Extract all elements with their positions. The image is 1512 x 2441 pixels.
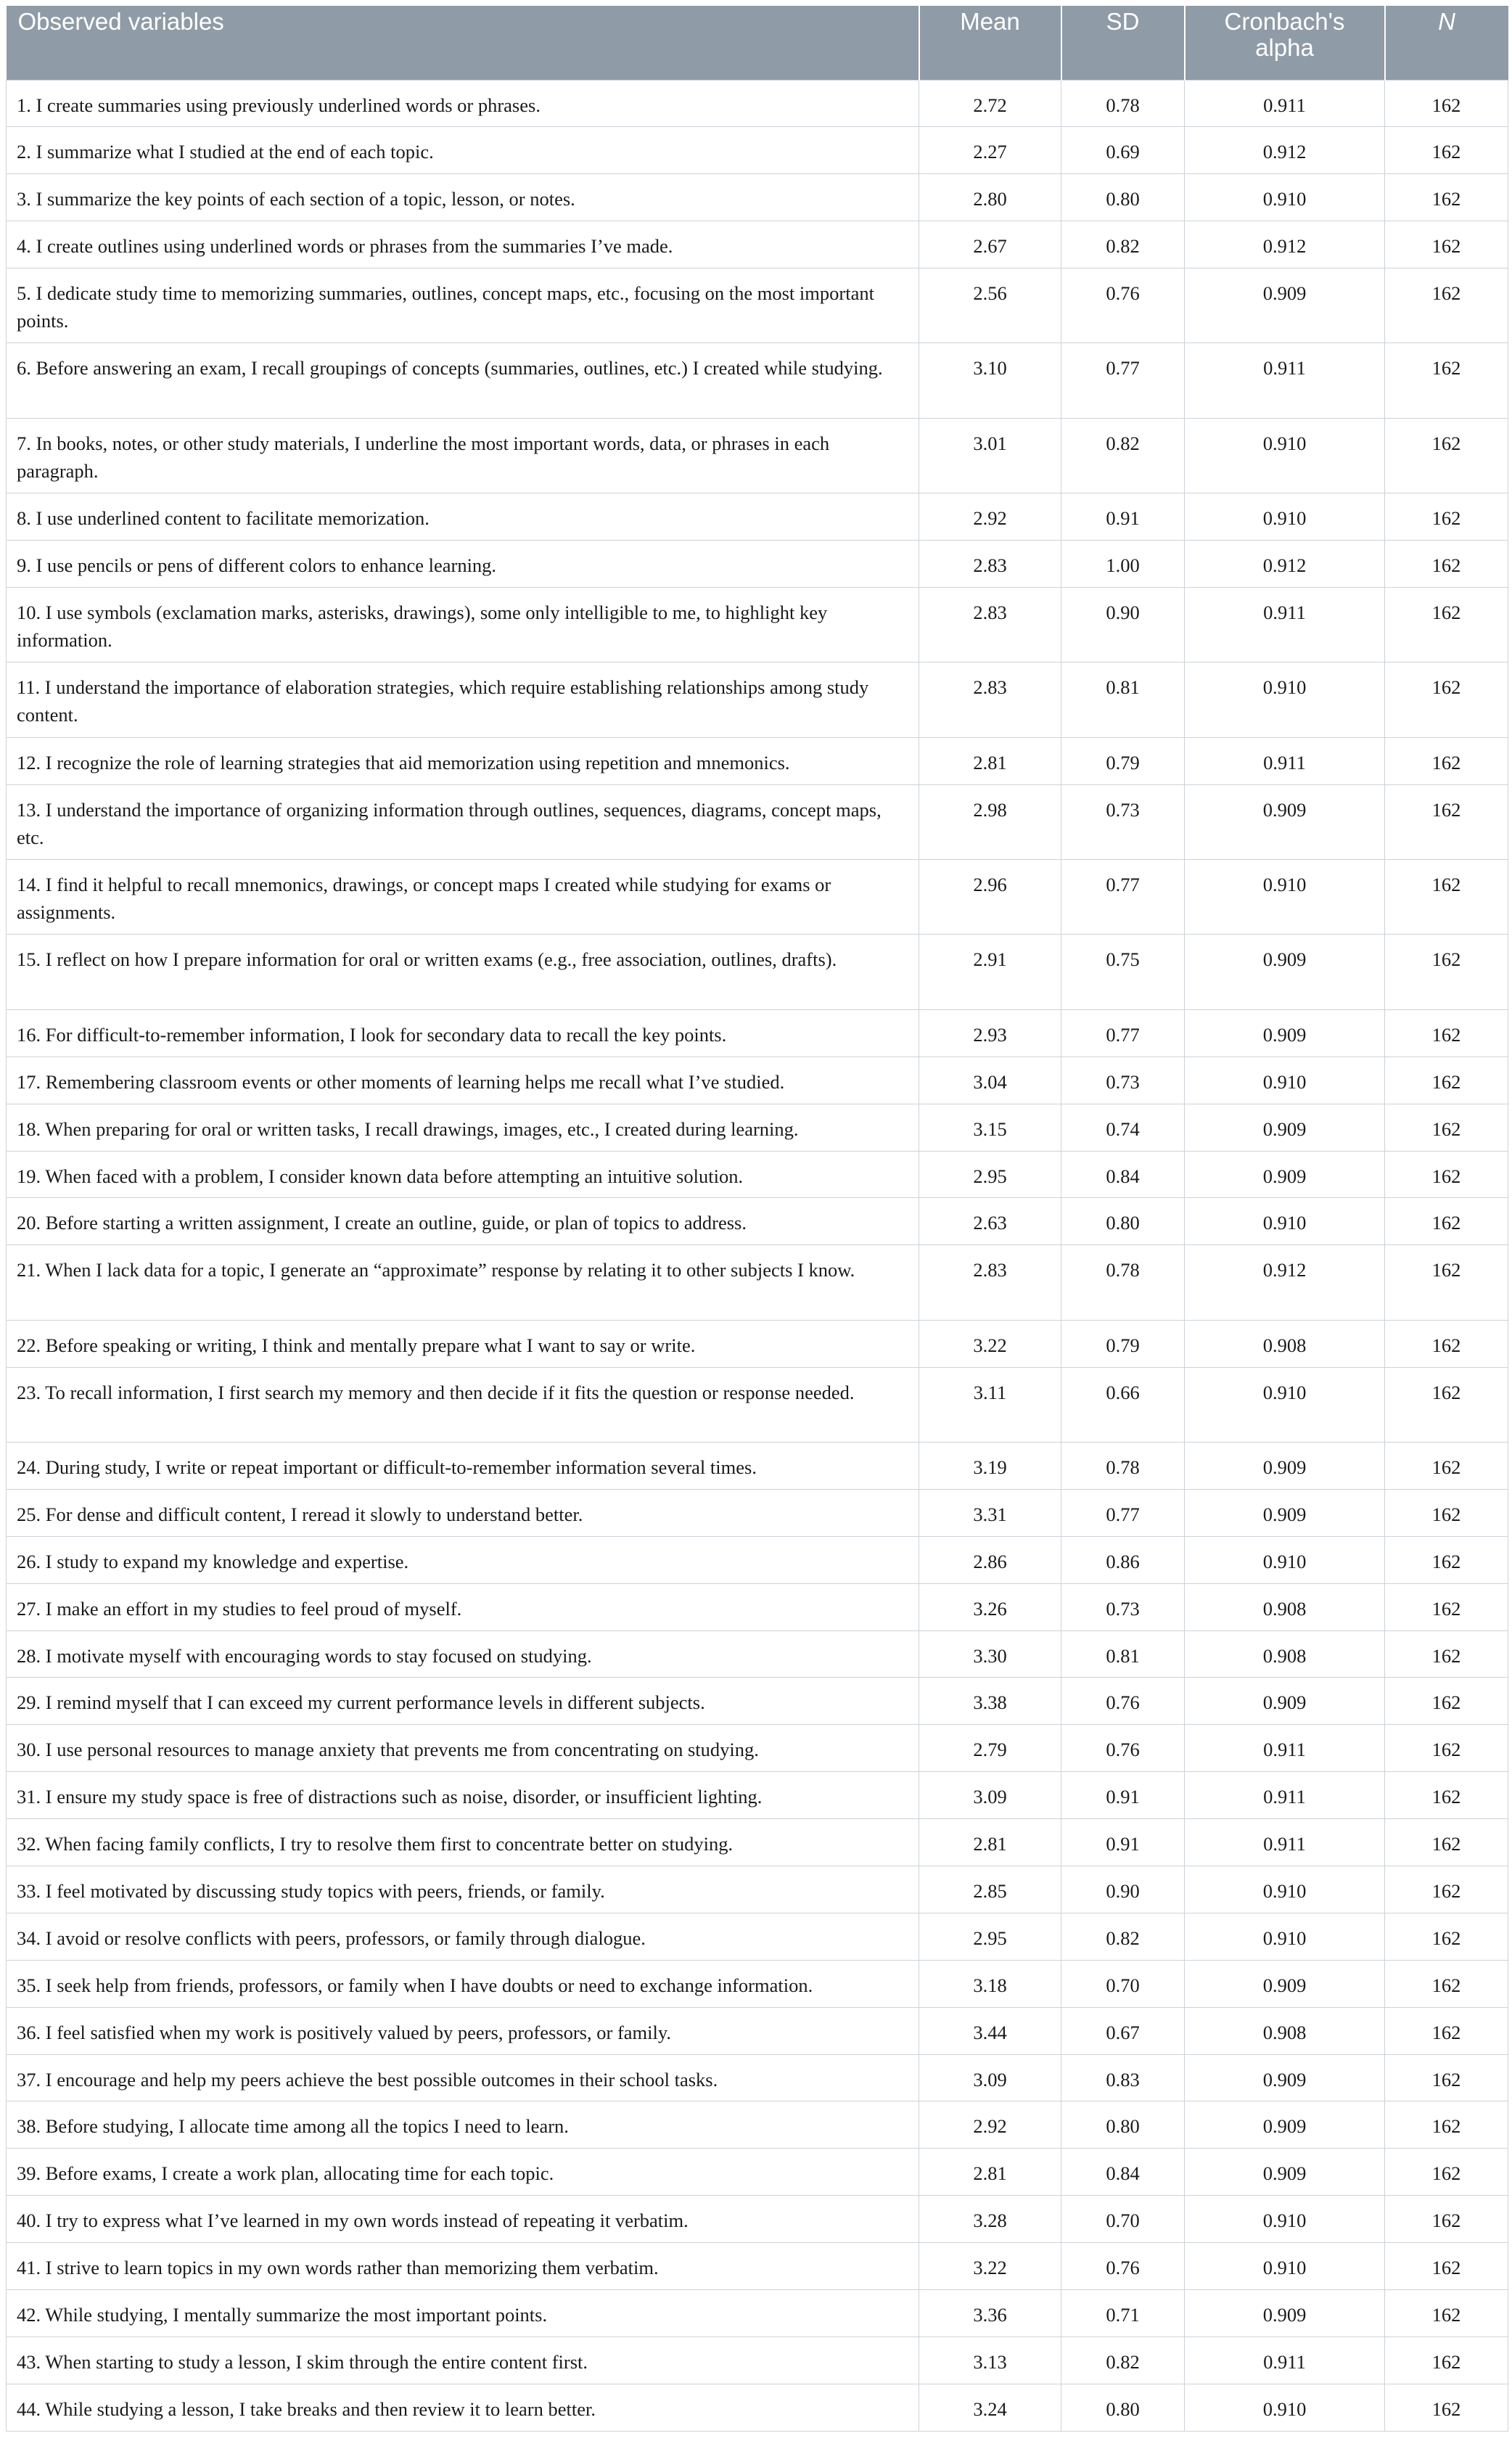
table-row [7, 784, 1508, 859]
mean-cell: 2.86 [919, 1536, 1061, 1583]
alpha-cell: 0.909 [1185, 1009, 1385, 1057]
table-row [7, 1536, 1508, 1583]
mean-cell: 2.98 [919, 784, 1061, 859]
variable-cell: 2. I summarize what I studied at the end of each topic. [7, 127, 919, 174]
alpha-cell: 0.910 [1185, 418, 1385, 493]
n-cell: 162 [1385, 1866, 1508, 1913]
variable-cell: 43. When starting to study a lesson, I skim through the entire content first. [7, 2337, 919, 2384]
mean-cell: 3.28 [919, 2196, 1061, 2243]
alpha-cell: 0.911 [1185, 80, 1385, 127]
n-cell: 162 [1385, 1367, 1508, 1442]
table-row [7, 1104, 1508, 1151]
variable-cell: 6. Before answering an exam, I recall groupings of concepts (summaries, outlines, etc.) I created while studying. [7, 343, 919, 418]
sd-cell: 0.82 [1061, 418, 1185, 493]
variable-cell: 40. I try to express what I’ve learned in my own words instead of repeating it verbatim. [7, 2196, 919, 2243]
alpha-cell: 0.909 [1185, 1678, 1385, 1725]
mean-cell: 3.38 [919, 1678, 1061, 1725]
mean-cell: 2.92 [919, 493, 1061, 541]
sd-cell: 0.82 [1061, 2337, 1185, 2384]
mean-cell: 3.01 [919, 418, 1061, 493]
mean-cell: 3.24 [919, 2384, 1061, 2431]
table-row [7, 2007, 1508, 2054]
table-row [7, 1583, 1508, 1630]
mean-cell: 2.83 [919, 541, 1061, 588]
table-row [7, 127, 1508, 174]
table-row [7, 1489, 1508, 1536]
sd-cell: 0.73 [1061, 784, 1185, 859]
sd-cell: 0.75 [1061, 935, 1185, 1009]
alpha-cell: 0.910 [1185, 1057, 1385, 1104]
n-cell: 162 [1385, 1245, 1508, 1320]
n-cell: 162 [1385, 2384, 1508, 2431]
sd-cell: 0.78 [1061, 1442, 1185, 1489]
table-row [7, 1772, 1508, 1819]
table-row [7, 1866, 1508, 1913]
statistics-table [6, 6, 1508, 2432]
sd-cell: 0.76 [1061, 1678, 1185, 1725]
alpha-cell: 0.910 [1185, 1913, 1385, 1960]
table-row [7, 2384, 1508, 2431]
mean-cell: 2.72 [919, 80, 1061, 127]
n-cell: 162 [1385, 1057, 1508, 1104]
variable-cell: 14. I find it helpful to recall mnemonics, drawings, or concept maps I created while studying for exams or assignments. [7, 860, 919, 935]
n-cell: 162 [1385, 662, 1508, 737]
alpha-cell: 0.909 [1185, 1151, 1385, 1198]
table-row [7, 1320, 1508, 1367]
alpha-cell: 0.912 [1185, 221, 1385, 268]
mean-cell: 3.30 [919, 1630, 1061, 1678]
n-cell: 162 [1385, 1678, 1508, 1725]
sd-cell: 0.82 [1061, 1913, 1185, 1960]
sd-cell: 0.80 [1061, 2101, 1185, 2149]
variable-cell: 9. I use pencils or pens of different colors to enhance learning. [7, 541, 919, 588]
alpha-cell: 0.910 [1185, 2243, 1385, 2290]
variable-cell: 18. When preparing for oral or written tasks, I recall drawings, images, etc., I created during learning. [7, 1104, 919, 1151]
mean-cell: 2.79 [919, 1725, 1061, 1772]
sd-cell: 0.77 [1061, 343, 1185, 418]
alpha-cell: 0.909 [1185, 935, 1385, 1009]
variable-cell: 7. In books, notes, or other study materials, I underline the most important words, data, or phrases in each paragraph. [7, 418, 919, 493]
variable-cell: 24. During study, I write or repeat important or difficult-to-remember information several times. [7, 1442, 919, 1489]
alpha-cell: 0.908 [1185, 2007, 1385, 2054]
mean-cell: 2.91 [919, 935, 1061, 1009]
table-row [7, 1442, 1508, 1489]
variable-cell: 27. I make an effort in my studies to feel proud of myself. [7, 1583, 919, 1630]
n-cell: 162 [1385, 2243, 1508, 2290]
variable-cell: 21. When I lack data for a topic, I generate an “approximate” response by relating it to other subjects I know. [7, 1245, 919, 1320]
sd-cell: 0.91 [1061, 493, 1185, 541]
alpha-cell: 0.909 [1185, 268, 1385, 343]
n-cell: 162 [1385, 2149, 1508, 2196]
header-sd: SD [1061, 6, 1185, 80]
variable-cell: 20. Before starting a written assignment, I create an outline, guide, or plan of topics to address. [7, 1198, 919, 1245]
mean-cell: 3.11 [919, 1367, 1061, 1442]
variable-cell: 29. I remind myself that I can exceed my current performance levels in different subjects. [7, 1678, 919, 1725]
alpha-cell: 0.911 [1185, 737, 1385, 784]
n-cell: 162 [1385, 127, 1508, 174]
variable-cell: 31. I ensure my study space is free of distractions such as noise, disorder, or insufficient lighting. [7, 1772, 919, 1819]
n-cell: 162 [1385, 2054, 1508, 2101]
table-header [7, 6, 1508, 80]
header-row [7, 6, 1508, 80]
table-row [7, 1245, 1508, 1320]
n-cell: 162 [1385, 1489, 1508, 1536]
table-row [7, 1960, 1508, 2007]
alpha-cell: 0.910 [1185, 662, 1385, 737]
variable-cell: 4. I create outlines using underlined words or phrases from the summaries I’ve made. [7, 221, 919, 268]
variable-cell: 44. While studying a lesson, I take breaks and then review it to learn better. [7, 2384, 919, 2431]
variable-cell: 22. Before speaking or writing, I think and mentally prepare what I want to say or write. [7, 1320, 919, 1367]
mean-cell: 3.22 [919, 1320, 1061, 1367]
sd-cell: 0.77 [1061, 1489, 1185, 1536]
variable-cell: 38. Before studying, I allocate time among all the topics I need to learn. [7, 2101, 919, 2149]
alpha-cell: 0.911 [1185, 1772, 1385, 1819]
n-cell: 162 [1385, 1104, 1508, 1151]
sd-cell: 0.69 [1061, 127, 1185, 174]
sd-cell: 0.70 [1061, 1960, 1185, 2007]
n-cell: 162 [1385, 2337, 1508, 2384]
table-row [7, 418, 1508, 493]
alpha-cell: 0.910 [1185, 174, 1385, 221]
mean-cell: 2.93 [919, 1009, 1061, 1057]
n-cell: 162 [1385, 221, 1508, 268]
table-row [7, 2101, 1508, 2149]
variable-cell: 30. I use personal resources to manage anxiety that prevents me from concentrating on studying. [7, 1725, 919, 1772]
table-row [7, 1198, 1508, 1245]
sd-cell: 0.82 [1061, 221, 1185, 268]
table-row [7, 935, 1508, 1009]
alpha-cell: 0.910 [1185, 1198, 1385, 1245]
variable-cell: 1. I create summaries using previously underlined words or phrases. [7, 80, 919, 127]
variable-cell: 11. I understand the importance of elaboration strategies, which require establishing relationships among study content. [7, 662, 919, 737]
n-cell: 162 [1385, 1198, 1508, 1245]
sd-cell: 0.90 [1061, 1866, 1185, 1913]
mean-cell: 3.22 [919, 2243, 1061, 2290]
n-cell: 162 [1385, 860, 1508, 935]
sd-cell: 0.81 [1061, 662, 1185, 737]
alpha-cell: 0.910 [1185, 1536, 1385, 1583]
n-cell: 162 [1385, 2196, 1508, 2243]
alpha-cell: 0.910 [1185, 860, 1385, 935]
mean-cell: 3.26 [919, 1583, 1061, 1630]
n-cell: 162 [1385, 1536, 1508, 1583]
n-cell: 162 [1385, 80, 1508, 127]
table-row [7, 860, 1508, 935]
alpha-cell: 0.911 [1185, 2337, 1385, 2384]
alpha-cell: 0.910 [1185, 2196, 1385, 2243]
mean-cell: 3.31 [919, 1489, 1061, 1536]
mean-cell: 3.10 [919, 343, 1061, 418]
header-n: N [1385, 6, 1508, 80]
sd-cell: 0.83 [1061, 2054, 1185, 2101]
mean-cell: 3.15 [919, 1104, 1061, 1151]
mean-cell: 2.56 [919, 268, 1061, 343]
mean-cell: 2.81 [919, 2149, 1061, 2196]
sd-cell: 0.73 [1061, 1057, 1185, 1104]
mean-cell: 3.18 [919, 1960, 1061, 2007]
table-row [7, 1725, 1508, 1772]
n-cell: 162 [1385, 493, 1508, 541]
alpha-cell: 0.908 [1185, 1630, 1385, 1678]
n-cell: 162 [1385, 343, 1508, 418]
sd-cell: 0.80 [1061, 174, 1185, 221]
table-row [7, 343, 1508, 418]
n-cell: 162 [1385, 1320, 1508, 1367]
alpha-cell: 0.910 [1185, 1866, 1385, 1913]
sd-cell: 0.78 [1061, 80, 1185, 127]
table-row [7, 1630, 1508, 1678]
alpha-cell: 0.911 [1185, 343, 1385, 418]
variable-cell: 10. I use symbols (exclamation marks, asterisks, drawings), some only intelligible to me, to highlight key information. [7, 588, 919, 662]
table-row [7, 268, 1508, 343]
alpha-cell: 0.910 [1185, 1367, 1385, 1442]
mean-cell: 2.67 [919, 221, 1061, 268]
mean-cell: 2.27 [919, 127, 1061, 174]
sd-cell: 0.76 [1061, 1725, 1185, 1772]
table-row [7, 1057, 1508, 1104]
variable-cell: 12. I recognize the role of learning strategies that aid memorization using repetition and mnemonics. [7, 737, 919, 784]
alpha-cell: 0.908 [1185, 1583, 1385, 1630]
variable-cell: 37. I encourage and help my peers achieve the best possible outcomes in their school tasks. [7, 2054, 919, 2101]
n-cell: 162 [1385, 2290, 1508, 2337]
table-row [7, 2149, 1508, 2196]
header-observed-variables: Observed variables [7, 6, 919, 80]
sd-cell: 0.79 [1061, 1320, 1185, 1367]
n-cell: 162 [1385, 174, 1508, 221]
variable-cell: 23. To recall information, I first search my memory and then decide if it fits the question or response needed. [7, 1367, 919, 1442]
alpha-cell: 0.909 [1185, 784, 1385, 859]
sd-cell: 0.84 [1061, 2149, 1185, 2196]
alpha-cell: 0.912 [1185, 127, 1385, 174]
sd-cell: 0.76 [1061, 268, 1185, 343]
alpha-cell: 0.910 [1185, 493, 1385, 541]
alpha-cell: 0.908 [1185, 1320, 1385, 1367]
sd-cell: 0.74 [1061, 1104, 1185, 1151]
variable-cell: 8. I use underlined content to facilitate memorization. [7, 493, 919, 541]
n-cell: 162 [1385, 1819, 1508, 1866]
sd-cell: 0.80 [1061, 2384, 1185, 2431]
table-row [7, 1678, 1508, 1725]
n-cell: 162 [1385, 588, 1508, 662]
alpha-cell: 0.909 [1185, 2101, 1385, 2149]
variable-cell: 36. I feel satisfied when my work is positively valued by peers, professors, or family. [7, 2007, 919, 2054]
variable-cell: 5. I dedicate study time to memorizing summaries, outlines, concept maps, etc., focusing on the most important points. [7, 268, 919, 343]
header-mean: Mean [919, 6, 1061, 80]
mean-cell: 3.44 [919, 2007, 1061, 2054]
table-row [7, 662, 1508, 737]
variable-cell: 16. For difficult-to-remember information, I look for secondary data to recall the key points. [7, 1009, 919, 1057]
mean-cell: 2.83 [919, 588, 1061, 662]
sd-cell: 0.91 [1061, 1772, 1185, 1819]
n-cell: 162 [1385, 1772, 1508, 1819]
table-row [7, 588, 1508, 662]
sd-cell: 0.67 [1061, 2007, 1185, 2054]
table-row [7, 1151, 1508, 1198]
table-row [7, 1819, 1508, 1866]
alpha-cell: 0.909 [1185, 1960, 1385, 2007]
sd-cell: 0.90 [1061, 588, 1185, 662]
n-cell: 162 [1385, 784, 1508, 859]
mean-cell: 2.63 [919, 1198, 1061, 1245]
mean-cell: 2.95 [919, 1151, 1061, 1198]
mean-cell: 3.09 [919, 1772, 1061, 1819]
sd-cell: 0.73 [1061, 1583, 1185, 1630]
variable-cell: 17. Remembering classroom events or other moments of learning helps me recall what I’ve studied. [7, 1057, 919, 1104]
mean-cell: 2.83 [919, 662, 1061, 737]
variable-cell: 3. I summarize the key points of each section of a topic, lesson, or notes. [7, 174, 919, 221]
variable-cell: 15. I reflect on how I prepare information for oral or written exams (e.g., free association, outlines, drafts). [7, 935, 919, 1009]
sd-cell: 0.79 [1061, 737, 1185, 784]
n-cell: 162 [1385, 2101, 1508, 2149]
table-row [7, 1913, 1508, 1960]
n-cell: 162 [1385, 1725, 1508, 1772]
mean-cell: 2.85 [919, 1866, 1061, 1913]
alpha-cell: 0.909 [1185, 2054, 1385, 2101]
alpha-cell: 0.912 [1185, 1245, 1385, 1320]
sd-cell: 0.77 [1061, 860, 1185, 935]
table-row [7, 80, 1508, 127]
n-cell: 162 [1385, 1442, 1508, 1489]
mean-cell: 2.96 [919, 860, 1061, 935]
mean-cell: 3.04 [919, 1057, 1061, 1104]
n-cell: 162 [1385, 1960, 1508, 2007]
alpha-cell: 0.912 [1185, 541, 1385, 588]
sd-cell: 0.70 [1061, 2196, 1185, 2243]
variable-cell: 33. I feel motivated by discussing study topics with peers, friends, or family. [7, 1866, 919, 1913]
sd-cell: 0.84 [1061, 1151, 1185, 1198]
mean-cell: 3.13 [919, 2337, 1061, 2384]
mean-cell: 3.19 [919, 1442, 1061, 1489]
table-row [7, 737, 1508, 784]
variable-cell: 19. When faced with a problem, I consider known data before attempting an intuitive solution. [7, 1151, 919, 1198]
alpha-cell: 0.911 [1185, 1725, 1385, 1772]
variable-cell: 25. For dense and difficult content, I reread it slowly to understand better. [7, 1489, 919, 1536]
n-cell: 162 [1385, 737, 1508, 784]
sd-cell: 0.66 [1061, 1367, 1185, 1442]
table-row [7, 2337, 1508, 2384]
variable-cell: 26. I study to expand my knowledge and expertise. [7, 1536, 919, 1583]
table-row [7, 2196, 1508, 2243]
n-cell: 162 [1385, 1913, 1508, 1960]
table-row [7, 541, 1508, 588]
variable-cell: 28. I motivate myself with encouraging words to stay focused on studying. [7, 1630, 919, 1678]
alpha-cell: 0.909 [1185, 1442, 1385, 1489]
alpha-cell: 0.909 [1185, 1104, 1385, 1151]
alpha-cell: 0.909 [1185, 1489, 1385, 1536]
table-row [7, 2054, 1508, 2101]
alpha-cell: 0.911 [1185, 1819, 1385, 1866]
mean-cell: 2.95 [919, 1913, 1061, 1960]
mean-cell: 2.83 [919, 1245, 1061, 1320]
n-cell: 162 [1385, 1583, 1508, 1630]
sd-cell: 0.86 [1061, 1536, 1185, 1583]
mean-cell: 2.92 [919, 2101, 1061, 2149]
variable-cell: 35. I seek help from friends, professors, or family when I have doubts or need to exchange information. [7, 1960, 919, 2007]
sd-cell: 0.71 [1061, 2290, 1185, 2337]
variable-cell: 34. I avoid or resolve conflicts with peers, professors, or family through dialogue. [7, 1913, 919, 1960]
alpha-cell: 0.909 [1185, 2149, 1385, 2196]
header-cronbach-alpha: Cronbach's alpha [1185, 6, 1385, 80]
table-row [7, 1009, 1508, 1057]
sd-cell: 0.77 [1061, 1009, 1185, 1057]
sd-cell: 0.80 [1061, 1198, 1185, 1245]
mean-cell: 3.09 [919, 2054, 1061, 2101]
table-row [7, 1367, 1508, 1442]
table-row [7, 2243, 1508, 2290]
n-cell: 162 [1385, 418, 1508, 493]
table-body [7, 80, 1508, 2431]
mean-cell: 2.81 [919, 1819, 1061, 1866]
variable-cell: 41. I strive to learn topics in my own words rather than memorizing them verbatim. [7, 2243, 919, 2290]
table-row [7, 221, 1508, 268]
variable-cell: 39. Before exams, I create a work plan, allocating time for each topic. [7, 2149, 919, 2196]
sd-cell: 0.91 [1061, 1819, 1185, 1866]
alpha-cell: 0.910 [1185, 2384, 1385, 2431]
alpha-cell: 0.909 [1185, 2290, 1385, 2337]
variable-cell: 32. When facing family conflicts, I try to resolve them first to concentrate better on studying. [7, 1819, 919, 1866]
sd-cell: 1.00 [1061, 541, 1185, 588]
n-cell: 162 [1385, 1630, 1508, 1678]
mean-cell: 2.80 [919, 174, 1061, 221]
sd-cell: 0.81 [1061, 1630, 1185, 1678]
table-row [7, 2290, 1508, 2337]
n-cell: 162 [1385, 541, 1508, 588]
sd-cell: 0.78 [1061, 1245, 1185, 1320]
variable-cell: 42. While studying, I mentally summarize the most important points. [7, 2290, 919, 2337]
table-row [7, 174, 1508, 221]
sd-cell: 0.76 [1061, 2243, 1185, 2290]
n-cell: 162 [1385, 1009, 1508, 1057]
n-cell: 162 [1385, 2007, 1508, 2054]
alpha-cell: 0.911 [1185, 588, 1385, 662]
n-cell: 162 [1385, 935, 1508, 1009]
mean-cell: 3.36 [919, 2290, 1061, 2337]
table-row [7, 493, 1508, 541]
mean-cell: 2.81 [919, 737, 1061, 784]
variable-cell: 13. I understand the importance of organizing information through outlines, sequences, diagrams, concept maps, etc. [7, 784, 919, 859]
n-cell: 162 [1385, 268, 1508, 343]
n-cell: 162 [1385, 1151, 1508, 1198]
